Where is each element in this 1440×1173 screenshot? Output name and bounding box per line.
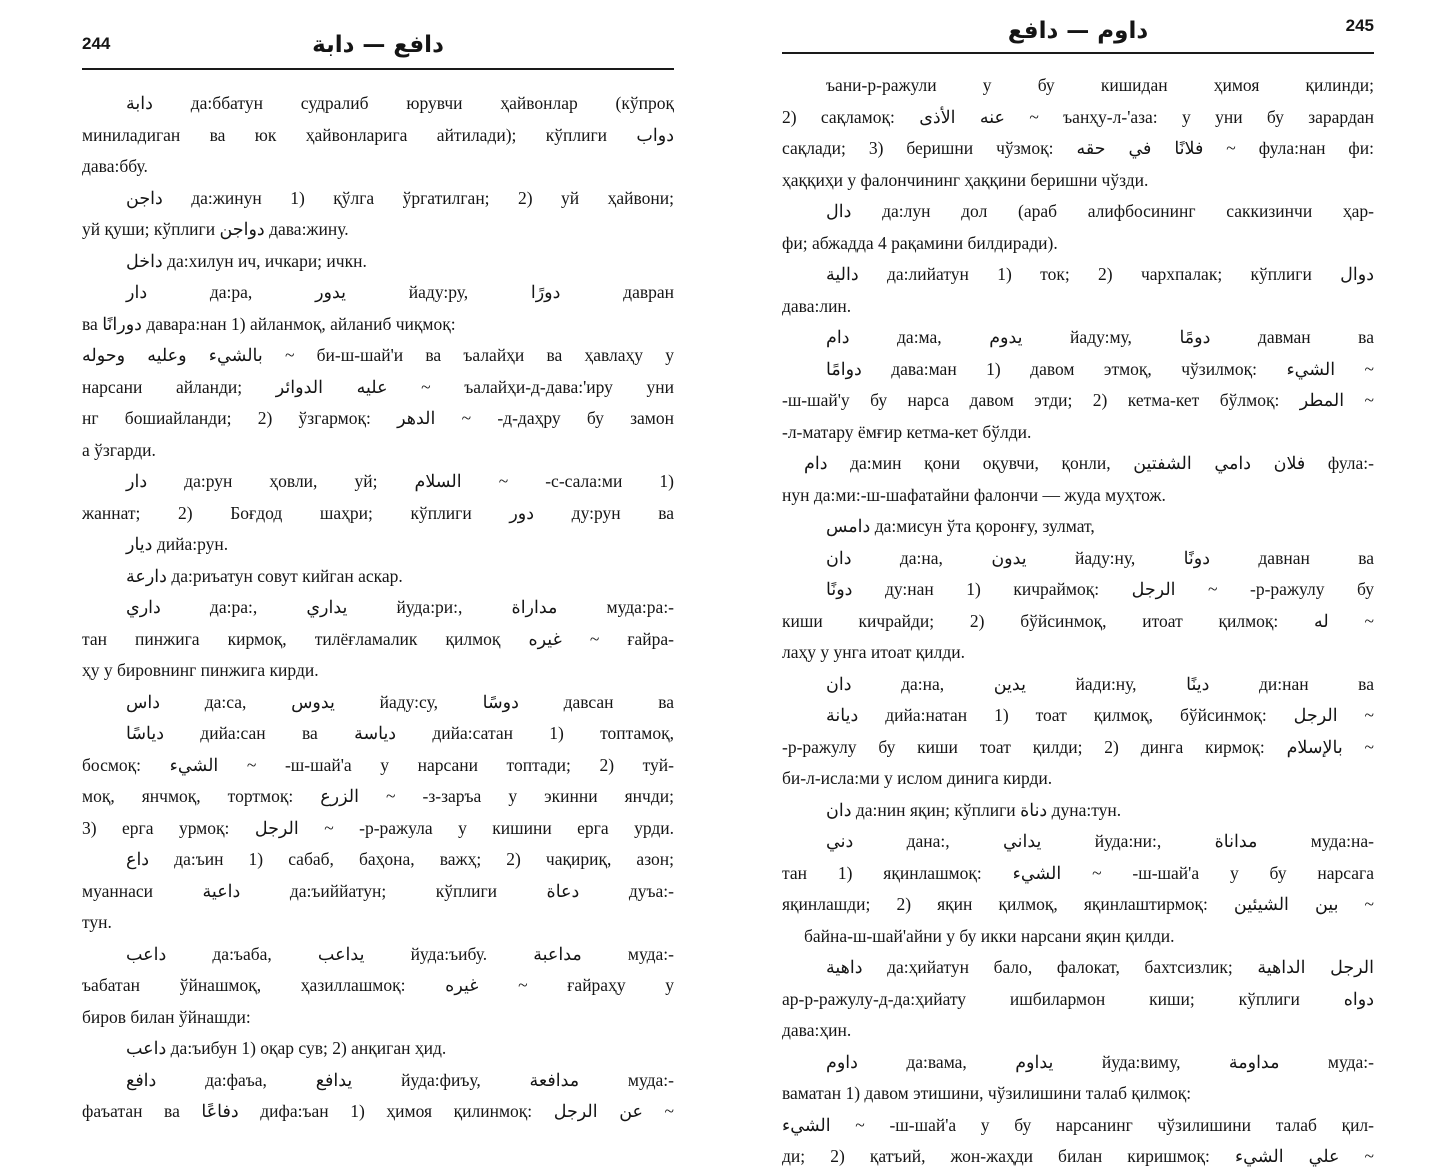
text-line: بالشيء وعليه وحوله ~ би-ш-шай'и ва ъалайҳи ва ҳавлаҳу у [82,345,674,365]
text-line: دام да:мин қони оқувчи, қонли, فلان دامي الشفتين фула:- [804,453,1374,473]
text-line: ъани-р-ражули у бу кишидан ҳимоя қилинди; [826,75,1374,95]
text-line: ва دورانًا давара:нан 1) айланмоқ, айланиб чиқмоқ: [82,313,456,334]
text-line: دابة да:ббатун судралиб юрувчи ҳайвонлар (кўпроқ [126,93,674,113]
text-line: босмоқ: الشيء ~ -ш-шай'а у нарсани топтади; 2) туй- [82,754,674,775]
text-line: ديار дийа:рун. [126,534,229,554]
text-line: моқ, янчмоқ, тортмоқ: الزرع ~ -з-заръа у экинни янчди; [82,786,674,806]
text-line: دامس да:мисун ўта қоронғу, зулмат, [826,516,1095,536]
text-line: داهية да:ҳийатун бало, фалокат, бахтсизлик; الرجل الداهية [826,957,1374,977]
text-line: دوامًا дава:ман 1) давом этмоқ, чўзилмоқ: الشيء ~ [826,358,1374,379]
text-line: دالية да:лийатун 1) ток; 2) чархпалак; кўплиги دوال [826,264,1374,284]
text-line: лаҳу у унга итоат қилди. [782,642,966,662]
text-line: دافع да:фаъа, يدافع йуда:фиъу, مدافعة муда:- [126,1069,674,1090]
text-line: а ўзгарди. [82,439,156,460]
text-line: тан 1) яқинлашмоқ: الشيء ~ -ш-шай'а у бу нарсага [782,862,1374,883]
text-line: нун да:ми:-ш-шафатайни фалончи — жуда муҳтож. [782,484,1166,505]
running-head: دافع — دابة [312,32,444,58]
text-line: دياسًا дийа:сан ва دياسة дийа:сатан 1) топтамоқ, [126,723,674,743]
text-line: дава:лин. [782,295,852,316]
text-line: фаъатан ва دفاعًا дифа:ъан 1) ҳимоя қилинмоқ: عن الرجل ~ [82,1101,674,1121]
text-line: داع да:ъин 1) сабаб, баҳона, важҳ; 2) чақириқ, азон; [126,849,674,869]
text-line: жаннат; 2) Боғдод шаҳри; кўплиги دور ду:рун ва [82,502,674,523]
text-line: биров билан ўйнашди: [82,1006,251,1027]
text-line: киши кичрайди; 2) бўйсинмоқ, итоат қилмоқ: له ~ [782,610,1374,631]
text-line: 3) ерга урмоқ: الرجل ~ -р-ражула у кишини ерга урди. [82,817,674,838]
header-rule [782,52,1374,54]
text-line: миниладиган ва юк ҳайвонларига айтилади); кўплиги دواب [82,124,674,145]
text-line: ҳу у бировнинг пинжига кирди. [82,660,319,680]
text-line: الشيء ~ -ш-шай'а у бу нарсанинг чўзилишини талаб қил- [782,1114,1374,1135]
text-line: нарсани айланди; عليه الدوائر ~ ъалайҳи-д-дава:'иру уни [82,376,674,397]
text-line: фи; абжадда 4 рақамини билдиради). [782,232,1058,253]
text-line: ар-р-ражулу-д-да:ҳийату ишбилармон киши; кўплиги دواه [782,988,1374,1009]
text-line: داوم да:вама, يداوم йуда:виму, مداومة муда:- [826,1051,1374,1072]
text-line: би-л-исла:ми у ислом динига кирди. [782,768,1053,788]
text-line: داعب да:ъибун 1) оқар сув; 2) анқиган ҳид. [126,1038,447,1058]
text-line: ديانة дийа:натан 1) тоат қилмоқ, бўйсинмоқ: الرجل ~ [826,705,1374,725]
text-line: داخل да:хилун ич, ичкари; ичкн. [126,250,367,271]
text-line: байна-ш-шай'айни у бу икки нарсани яқин қилди. [804,925,1175,946]
text-line: دار да:рун ҳовли, уй; السلام ~ -с-сала:ми 1) [126,471,674,491]
text-line: دان да:на, يدين йади:ну, دينًا ди:нан ва [826,673,1374,694]
text-line: دام да:ма, يدوم йаду:му, دومًا давман ва [826,327,1374,347]
text-line: داس да:са, يدوس йаду:су, دوسًا давсан ва [126,691,674,712]
text-line: دارعة да:риъатун совут кийган аскар. [126,565,403,586]
text-line: دني дана:, يداني йуда:ни:, مداناة муда:на- [826,831,1374,851]
text-line: دونًا ду:нан 1) кичраймоқ: الرجل ~ -р-ражулу бу [826,579,1374,599]
text-line: دار да:ра, يدور йаду:ру, دورًا давран [126,282,674,302]
text-line: тан пинжига кирмоқ, тилёғламалик қилмоқ غيره ~ ғайра- [82,628,674,649]
left-page [82,0,674,1121]
text-line: ъабатан ўйнашмоқ, ҳазиллашмоқ: غيره ~ ғайраҳу у [82,975,674,995]
text-line: ҳаққиҳи у фалончининг ҳаққини беришни чўзди. [782,169,1149,190]
text-line: داري да:ра:, يداري йуда:ри:, مداراة муда:ра:- [126,597,674,617]
text-line: دان да:на, يدون йаду:ну, دونًا давнан ва [826,547,1374,568]
page-number: 245 [1345,16,1374,35]
text-line: уй қуши; кўплиги دواجن дава:жину. [82,219,349,239]
text-line: ди; 2) қатъий, жон-жаҳди билан киришмоқ: علي الشيء ~ [782,1146,1374,1166]
text-line: дава:ҳин. [782,1020,852,1040]
header-rule [82,68,674,70]
text-line: -л-матару ёмғир кетма-кет бўлди. [782,421,1032,442]
text-line: داعب да:ъаба, يداعب йуда:ъибу. مداعبة муда:- [126,943,674,964]
entries-column [82,88,674,1128]
text-line: دان да:нин яқин; кўплиги دناة дуна:тун. [826,799,1122,820]
right-page [782,0,1374,1166]
text-line: тун. [82,912,112,932]
text-line: сақлади; 3) беришни чўзмоқ: فلانًا في حقه ~ фула:нан фи: [782,138,1374,158]
running-head: داوم — دافع [1007,18,1149,44]
page-number: 244 [82,34,111,53]
text-line: яқинлашди; 2) яқин қилмоқ, яқинлаштирмоқ: بين الشيئين ~ [782,894,1374,914]
text-line: муаннаси داعية да:ъиййатун; кўплиги دعاة дуъа:- [82,880,674,901]
entries-column [782,70,1374,1173]
text-line: 2) сақламоқ: عنه الأذى ~ ъанҳу-л-'аза: у уни бу зарардан [782,106,1374,127]
text-line: -р-ражулу бу киши тоат қилди; 2) динга кирмоқ: بالإسلام ~ [782,736,1374,757]
text-line: нг бошиайланди; 2) ўзгармоқ: الدهر ~ -д-даҳру бу замон [82,408,674,428]
text-line: дава:ббу. [82,156,148,176]
text-line: داجن да:жинун 1) қўлга ўргатилган; 2) уй ҳайвони; [126,187,674,208]
text-line: دال да:лун дол (араб алифбосининг саккизинчи ҳар- [826,201,1374,221]
text-line: ваматан 1) давом этишини, чўзилишини талаб қилмоқ: [782,1083,1192,1103]
text-line: -ш-шай'у бу нарса давом этди; 2) кетма-кет бўлмоқ: المطر ~ [782,390,1374,410]
